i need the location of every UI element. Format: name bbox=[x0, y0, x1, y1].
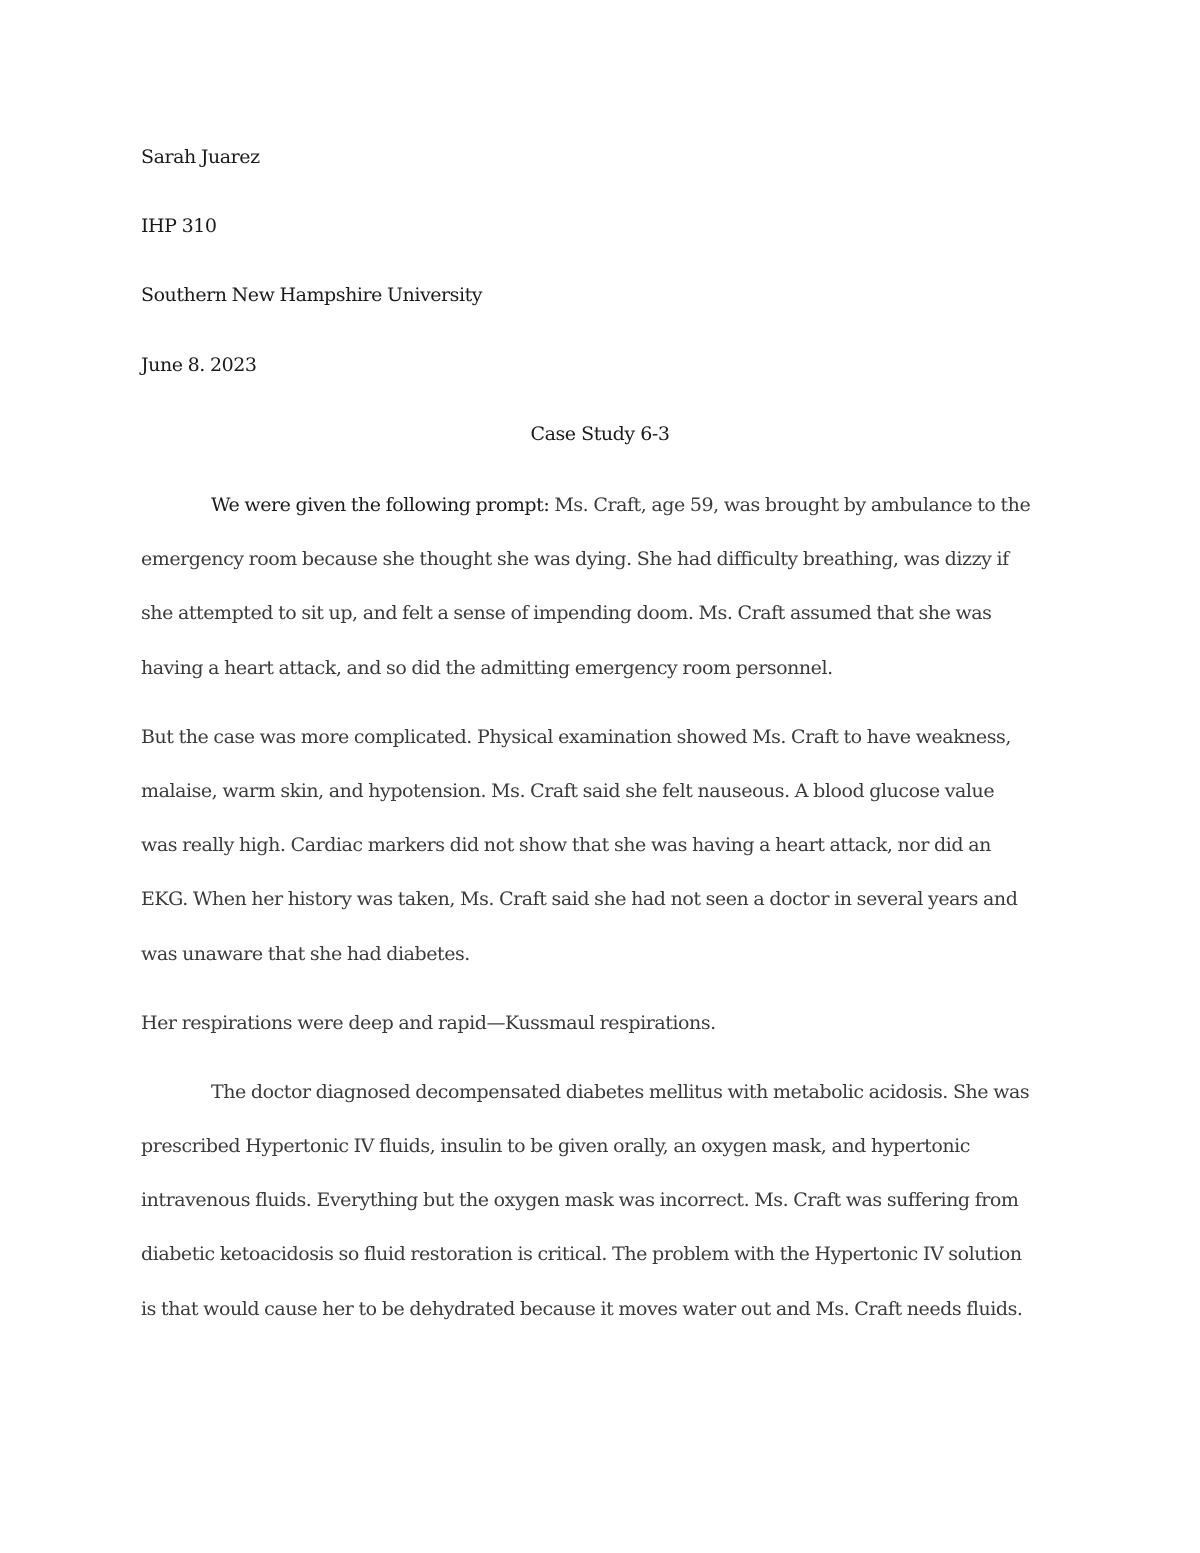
paragraph-2-line-3: was really high. Cardiac markers did not show that she was having a heart attack, nor did an bbox=[141, 834, 991, 856]
paragraph-3-line-1: Her respirations were deep and rapid—Kussmaul respirations. bbox=[141, 1012, 716, 1034]
document-date: June 8. 2023 bbox=[141, 354, 257, 376]
paragraph-1-line-2: emergency room because she thought she was dying. She had difficulty breathing, was dizzy if bbox=[141, 548, 1009, 570]
paragraph-2-line-2: malaise, warm skin, and hypotension. Ms. Craft said she felt nauseous. A blood glucose value bbox=[141, 780, 995, 802]
paragraph-4-line-5: is that would cause her to be dehydrated because it moves water out and Ms. Craft needs fluids. bbox=[141, 1298, 1023, 1320]
paragraph-1-line-4: having a heart attack, and so did the admitting emergency room personnel. bbox=[141, 657, 833, 679]
paragraph-1-line-1 bbox=[211, 493, 1030, 517]
course-code: IHP 310 bbox=[141, 215, 217, 237]
paragraph-4-line-2: prescribed Hypertonic IV fluids, insulin to be given orally, an oxygen mask, and hypertonic bbox=[141, 1135, 970, 1157]
paragraph-1-lead: We were given the following prompt: bbox=[211, 494, 555, 516]
paragraph-4-line-4: diabetic ketoacidosis so fluid restoration is critical. The problem with the Hypertonic IV solution bbox=[141, 1243, 1022, 1265]
paragraph-2-line-4: EKG. When her history was taken, Ms. Craft said she had not seen a doctor in several years and bbox=[141, 888, 1018, 910]
paragraph-2-line-5: was unaware that she had diabetes. bbox=[141, 943, 470, 965]
paragraph-4-line-3: intravenous fluids. Everything but the oxygen mask was incorrect. Ms. Craft was suffering from bbox=[141, 1189, 1019, 1211]
paragraph-2-line-1: But the case was more complicated. Physical examination showed Ms. Craft to have weakness, bbox=[141, 726, 1011, 748]
paragraph-1-line-1-rest: Ms. Craft, age 59, was brought by ambulance to the bbox=[554, 494, 1031, 516]
paragraph-4-line-1: The doctor diagnosed decompensated diabetes mellitus with metabolic acidosis. She was bbox=[211, 1081, 1030, 1103]
document-title: Case Study 6-3 bbox=[530, 423, 670, 445]
school-name: Southern New Hampshire University bbox=[141, 284, 483, 306]
paragraph-1-line-3: she attempted to sit up, and felt a sense of impending doom. Ms. Craft assumed that she was bbox=[141, 602, 992, 624]
author-name: Sarah Juarez bbox=[141, 146, 260, 168]
